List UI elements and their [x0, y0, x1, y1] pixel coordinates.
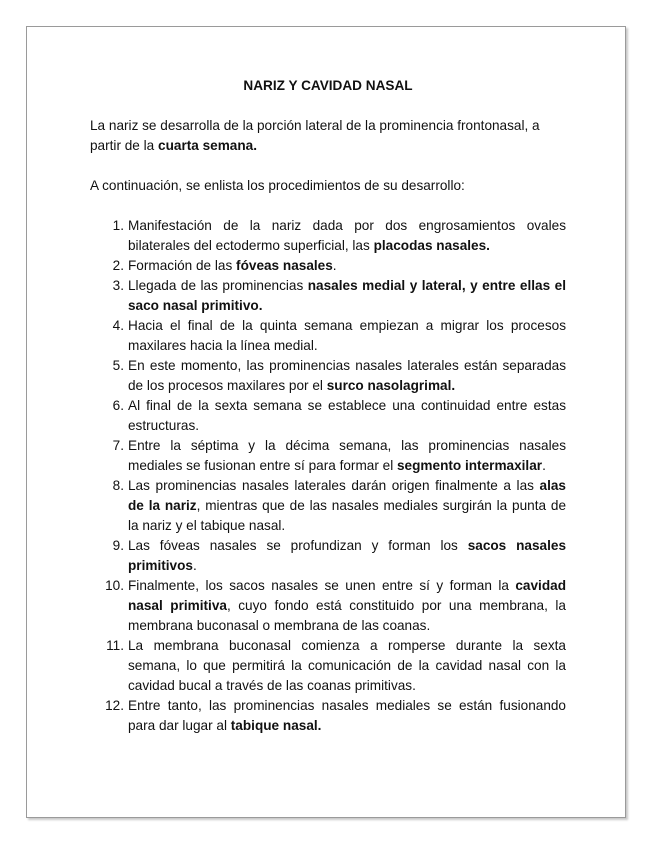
list-item-text: , cuyo fondo está constituido por una membrana, la membrana buconasal o membrana de las coanas. — [128, 598, 566, 633]
list-item-bold-text: segmento intermaxilar — [397, 458, 543, 473]
list-item-text: . — [332, 258, 337, 273]
list-item-bold-text: placodas nasales. — [373, 238, 490, 253]
list-item — [90, 696, 566, 736]
list-item-bold-text: alas de la nariz — [128, 478, 566, 513]
list-item-text: Llegada de las prominencias — [128, 278, 308, 293]
document-body — [90, 76, 566, 736]
page-title: NARIZ Y CAVIDAD NASAL — [243, 78, 413, 93]
list-item-text: Entre tanto, las prominencias nasales mediales se están fusionando para dar lugar al — [128, 698, 566, 733]
list-item-bold-text: fóveas nasales — [236, 258, 333, 273]
list-item-bold-text: cavidad nasal primitiva — [128, 578, 566, 613]
list-item — [90, 216, 566, 256]
list-item-text: Finalmente, los sacos nasales se unen entre sí y forman la — [128, 578, 516, 593]
list-item-number: 6. — [112, 398, 124, 413]
list-item — [90, 316, 566, 356]
list-item — [90, 356, 566, 396]
list-item-text: Hacia el final de la quinta semana empiezan a migrar los procesos maxilares hacia la línea medial. — [128, 318, 566, 353]
list-item-number: 3. — [112, 278, 124, 293]
list-item — [90, 576, 566, 636]
document-page — [26, 26, 626, 818]
list-item-bold-text: surco nasolagrimal. — [326, 378, 456, 393]
intro-text: La nariz se desarrolla de la porción lateral de la prominencia frontonasal, a partir de la — [90, 118, 540, 153]
list-item-text: . — [192, 558, 197, 573]
list-item-bold-text: sacos nasales primitivos — [128, 538, 567, 573]
intro-paragraph — [90, 116, 566, 156]
list-item-text: Formación de las — [128, 258, 237, 273]
intro-bold-text: cuarta semana. — [158, 138, 258, 153]
list-item — [90, 536, 566, 576]
list-item-number: 2. — [112, 258, 124, 273]
list-item-number: 1. — [112, 218, 124, 233]
list-item — [90, 256, 566, 276]
list-item-text: Al final de la sexta semana se establece una continuidad entre estas estructuras. — [128, 398, 566, 433]
list-item-number: 10. — [105, 578, 124, 593]
list-item-number: 4. — [112, 318, 124, 333]
list-item-bold-text: nasales medial y lateral, y entre ellas el saco nasal primitivo. — [128, 278, 566, 313]
list-item — [90, 476, 566, 536]
list-item — [90, 276, 566, 316]
list-item — [90, 436, 566, 476]
list-item-number: 7. — [112, 438, 124, 453]
list-item-number: 8. — [112, 478, 124, 493]
list-item-number: 9. — [112, 538, 124, 553]
steps-list — [90, 216, 566, 736]
list-item — [90, 636, 566, 696]
list-item-text: . — [542, 458, 546, 473]
list-item-text: Las fóveas nasales se profundizan y forman los — [128, 538, 468, 553]
list-item-text: Manifestación de la nariz dada por dos engrosamientos ovales bilaterales del ectodermo superficial, las — [128, 218, 566, 253]
list-item-text: Entre la séptima y la décima semana, las prominencias nasales mediales se fusionan entre sí para formar el — [128, 438, 566, 473]
list-item-text: Las prominencias nasales laterales darán origen finalmente a las — [128, 478, 540, 493]
list-item-number: 11. — [106, 638, 124, 653]
list-item-text: , mientras que de las nasales mediales surgirán la punta de la nariz y el tabique nasal. — [128, 498, 567, 533]
list-intro: A continuación, se enlista los procedimientos de su desarrollo: — [90, 178, 465, 193]
list-item-bold-text: tabique nasal. — [230, 718, 322, 733]
list-item-number: 5. — [112, 358, 124, 373]
list-item-text: La membrana buconasal comienza a romperse durante la sexta semana, lo que permitirá la comunicación de la cavidad nasal con la cavidad bucal a través de las coanas primitivas. — [128, 638, 566, 693]
list-item — [90, 396, 566, 436]
list-item-text: En este momento, las prominencias nasales laterales están separadas de los procesos maxilares por el — [128, 358, 566, 393]
list-item-number: 12. — [105, 698, 124, 713]
